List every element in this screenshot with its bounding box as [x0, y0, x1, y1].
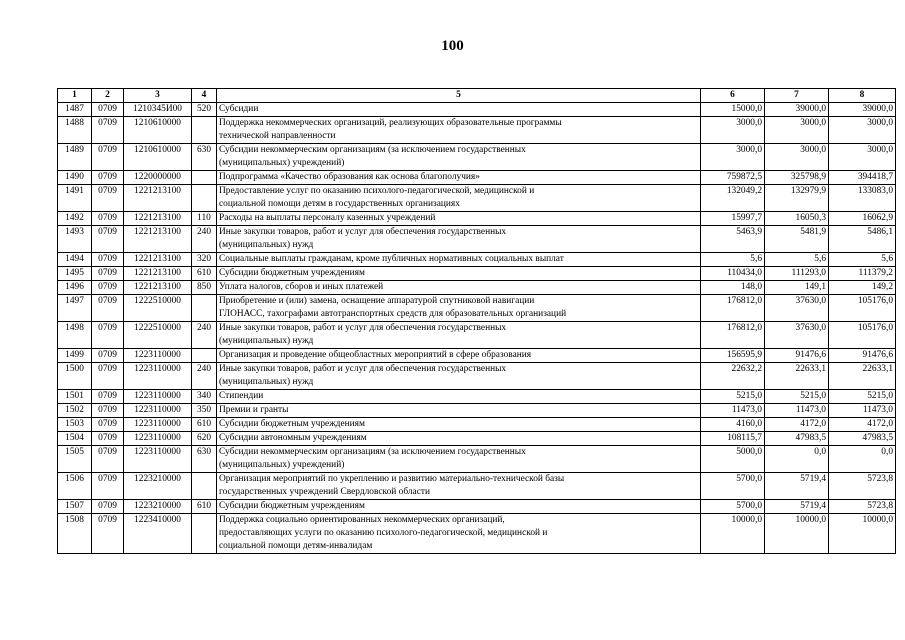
section-code: 0709: [92, 500, 124, 514]
target-article-code: 1223110000: [124, 349, 192, 363]
item-name: [217, 171, 701, 185]
item-name-line: предоставляющих услуги по оказанию психолого-педагогической, медицинской и: [219, 528, 548, 538]
target-article-code: 1223110000: [124, 404, 192, 418]
item-name: [217, 500, 701, 514]
table-row: [58, 212, 896, 226]
target-article-code: 1210345И00: [124, 103, 192, 117]
amount-col-8: 5723,8: [829, 473, 896, 500]
column-header-7: 7: [765, 89, 829, 103]
section-code: 0709: [92, 281, 124, 295]
amount-col-7: 11473,0: [765, 404, 829, 418]
amount-col-7: 132979,9: [765, 185, 829, 212]
row-number: 1504: [58, 432, 92, 446]
expense-type-code: [192, 117, 217, 144]
item-name: [217, 514, 701, 554]
item-name: [217, 144, 701, 171]
expense-type-code: 240: [192, 226, 217, 253]
row-number: 1494: [58, 253, 92, 267]
amount-col-7: 325798,9: [765, 171, 829, 185]
amount-col-6: 3000,0: [701, 144, 765, 171]
expense-type-code: 240: [192, 363, 217, 390]
amount-col-7: 5215,0: [765, 390, 829, 404]
target-article-code: 1223210000: [124, 473, 192, 500]
item-name-line: (муниципальных) нужд: [219, 240, 314, 250]
amount-col-6: 11473,0: [701, 404, 765, 418]
item-name-line: Организация и проведение общеобластных мероприятий в сфере образования: [219, 350, 532, 360]
item-name: [217, 432, 701, 446]
row-number: 1489: [58, 144, 92, 171]
amount-col-8: 16062,9: [829, 212, 896, 226]
item-name-line: Расходы на выплаты персоналу казенных учреждений: [219, 213, 436, 223]
section-code: 0709: [92, 349, 124, 363]
amount-col-6: 176812,0: [701, 295, 765, 322]
row-number: 1492: [58, 212, 92, 226]
expense-type-code: [192, 349, 217, 363]
item-name: [217, 253, 701, 267]
section-code: 0709: [92, 267, 124, 281]
amount-col-7: 22633,1: [765, 363, 829, 390]
amount-col-6: 22632,2: [701, 363, 765, 390]
amount-col-6: 759872,5: [701, 171, 765, 185]
expense-type-code: [192, 171, 217, 185]
column-header-2: 2: [92, 89, 124, 103]
table-row: [58, 432, 896, 446]
target-article-code: 1221213100: [124, 185, 192, 212]
amount-col-7: 5,6: [765, 253, 829, 267]
amount-col-6: 15997,7: [701, 212, 765, 226]
item-name: [217, 295, 701, 322]
amount-col-7: 3000,0: [765, 144, 829, 171]
item-name: [217, 117, 701, 144]
row-number: 1499: [58, 349, 92, 363]
expense-type-code: 610: [192, 418, 217, 432]
section-code: 0709: [92, 514, 124, 554]
amount-col-8: 149,2: [829, 281, 896, 295]
item-name-line: Субсидии бюджетным учреждениям: [219, 501, 365, 511]
amount-col-6: 110434,0: [701, 267, 765, 281]
table-row: [58, 446, 896, 473]
table-row: [58, 349, 896, 363]
amount-col-8: 39000,0: [829, 103, 896, 117]
item-name-line: Организация мероприятий по укреплению и развитию материально-технической базы: [219, 474, 565, 484]
item-name: [217, 446, 701, 473]
amount-col-6: 15000,0: [701, 103, 765, 117]
table-row: [58, 267, 896, 281]
amount-col-7: 0,0: [765, 446, 829, 473]
item-name-line: Иные закупки товаров, работ и услуг для обеспечения государственных: [219, 323, 507, 333]
amount-col-7: 39000,0: [765, 103, 829, 117]
item-name-line: Субсидии: [219, 104, 259, 114]
section-code: 0709: [92, 185, 124, 212]
item-name: [217, 473, 701, 500]
row-number: 1505: [58, 446, 92, 473]
amount-col-7: 37630,0: [765, 295, 829, 322]
amount-col-7: 149,1: [765, 281, 829, 295]
item-name-line: Стипендии: [219, 391, 264, 401]
amount-col-7: 37630,0: [765, 322, 829, 349]
table-row: [58, 404, 896, 418]
expense-type-code: 340: [192, 390, 217, 404]
target-article-code: 1223110000: [124, 418, 192, 432]
item-name: [217, 390, 701, 404]
row-number: 1491: [58, 185, 92, 212]
expense-type-code: 850: [192, 281, 217, 295]
target-article-code: 1220000000: [124, 171, 192, 185]
row-number: 1497: [58, 295, 92, 322]
row-number: 1502: [58, 404, 92, 418]
table-row: [58, 500, 896, 514]
row-number: 1495: [58, 267, 92, 281]
row-number: 1493: [58, 226, 92, 253]
item-name-line: Субсидии бюджетным учреждениям: [219, 268, 365, 278]
amount-col-6: 5215,0: [701, 390, 765, 404]
item-name-line: Премии и гранты: [219, 405, 289, 415]
item-name: [217, 103, 701, 117]
row-number: 1503: [58, 418, 92, 432]
column-header-8: 8: [829, 89, 896, 103]
section-code: 0709: [92, 253, 124, 267]
row-number: 1500: [58, 363, 92, 390]
table-row: [58, 473, 896, 500]
amount-col-7: 111293,0: [765, 267, 829, 281]
target-article-code: 1223110000: [124, 432, 192, 446]
item-name-line: Субсидии некоммерческим организациям (за исключением государственных: [219, 145, 526, 155]
amount-col-7: 5719,4: [765, 500, 829, 514]
row-number: 1501: [58, 390, 92, 404]
expense-type-code: 630: [192, 144, 217, 171]
expense-type-code: 520: [192, 103, 217, 117]
section-code: 0709: [92, 363, 124, 390]
expense-type-code: [192, 514, 217, 554]
expense-type-code: 320: [192, 253, 217, 267]
item-name-line: Поддержка социально ориентированных некоммерческих организаций,: [219, 515, 505, 525]
target-article-code: 1221213100: [124, 226, 192, 253]
expense-type-code: 630: [192, 446, 217, 473]
expense-type-code: 620: [192, 432, 217, 446]
item-name-line: (муниципальных) учреждений): [219, 460, 345, 470]
amount-col-6: 156595,9: [701, 349, 765, 363]
expense-type-code: [192, 185, 217, 212]
table-row: [58, 390, 896, 404]
amount-col-8: 5,6: [829, 253, 896, 267]
item-name-line: Уплата налогов, сборов и иных платежей: [219, 282, 384, 292]
section-code: 0709: [92, 473, 124, 500]
item-name: [217, 267, 701, 281]
target-article-code: 1210610000: [124, 144, 192, 171]
amount-col-6: 5000,0: [701, 446, 765, 473]
column-header-6: 6: [701, 89, 765, 103]
target-article-code: 1210610000: [124, 117, 192, 144]
row-number: 1490: [58, 171, 92, 185]
table-body: [58, 103, 896, 554]
item-name: [217, 349, 701, 363]
page-number: 100: [441, 38, 464, 54]
budget-table: [57, 88, 896, 554]
amount-col-6: 5700,0: [701, 500, 765, 514]
table-row: [58, 363, 896, 390]
item-name-line: Субсидии некоммерческим организациям (за исключением государственных: [219, 447, 526, 457]
expense-type-code: 610: [192, 267, 217, 281]
item-name-line: (муниципальных) нужд: [219, 336, 314, 346]
section-code: 0709: [92, 418, 124, 432]
item-name-line: (муниципальных) нужд: [219, 377, 314, 387]
amount-col-6: 10000,0: [701, 514, 765, 554]
target-article-code: 1223110000: [124, 390, 192, 404]
amount-col-6: 108115,7: [701, 432, 765, 446]
amount-col-8: 111379,2: [829, 267, 896, 281]
section-code: 0709: [92, 404, 124, 418]
amount-col-7: 10000,0: [765, 514, 829, 554]
amount-col-8: 394418,7: [829, 171, 896, 185]
item-name-line: социальной помощи детям в государственных организациях: [219, 199, 460, 209]
target-article-code: 1221213100: [124, 253, 192, 267]
item-name-line: государственных учреждений Свердловской области: [219, 487, 430, 497]
amount-col-8: 105176,0: [829, 322, 896, 349]
column-header-3: 3: [124, 89, 192, 103]
section-code: 0709: [92, 171, 124, 185]
amount-col-8: 4172,0: [829, 418, 896, 432]
section-code: 0709: [92, 295, 124, 322]
amount-col-6: 4160,0: [701, 418, 765, 432]
amount-col-6: 5700,0: [701, 473, 765, 500]
table-row: [58, 295, 896, 322]
table-row: [58, 418, 896, 432]
amount-col-8: 5723,8: [829, 500, 896, 514]
table-row: [58, 322, 896, 349]
column-header-1: 1: [58, 89, 92, 103]
table-row: [58, 185, 896, 212]
target-article-code: 1223110000: [124, 446, 192, 473]
item-name-line: Субсидии автономным учреждениям: [219, 433, 367, 443]
item-name: [217, 185, 701, 212]
table-row: [58, 281, 896, 295]
row-number: 1507: [58, 500, 92, 514]
section-code: 0709: [92, 212, 124, 226]
item-name: [217, 418, 701, 432]
amount-col-8: 47983,5: [829, 432, 896, 446]
item-name-line: Субсидии бюджетным учреждениям: [219, 419, 365, 429]
amount-col-6: 148,0: [701, 281, 765, 295]
target-article-code: 1222510000: [124, 322, 192, 349]
target-article-code: 1222510000: [124, 295, 192, 322]
table-row: [58, 103, 896, 117]
item-name-line: Предоставление услуг по оказанию психолого-педагогической, медицинской и: [219, 186, 535, 196]
amount-col-6: 176812,0: [701, 322, 765, 349]
table-row: [58, 171, 896, 185]
table-row: [58, 144, 896, 171]
item-name-line: Иные закупки товаров, работ и услуг для обеспечения государственных: [219, 227, 507, 237]
item-name-line: Социальные выплаты гражданам, кроме публичных нормативных социальных выплат: [219, 254, 564, 264]
column-header-5: 5: [217, 89, 701, 103]
section-code: 0709: [92, 390, 124, 404]
section-code: 0709: [92, 432, 124, 446]
expense-type-code: 110: [192, 212, 217, 226]
target-article-code: 1223210000: [124, 500, 192, 514]
item-name-line: технической направленности: [219, 131, 336, 141]
target-article-code: 1223110000: [124, 363, 192, 390]
item-name: [217, 212, 701, 226]
amount-col-8: 5486,1: [829, 226, 896, 253]
amount-col-8: 11473,0: [829, 404, 896, 418]
item-name-line: социальной помощи детям-инвалидам: [219, 541, 373, 551]
table-row: [58, 226, 896, 253]
expense-type-code: 350: [192, 404, 217, 418]
header-row: [58, 89, 896, 103]
item-name: [217, 404, 701, 418]
target-article-code: 1221213100: [124, 212, 192, 226]
expense-type-code: [192, 473, 217, 500]
amount-col-7: 91476,6: [765, 349, 829, 363]
item-name: [217, 281, 701, 295]
item-name: [217, 363, 701, 390]
section-code: 0709: [92, 226, 124, 253]
amount-col-6: 132049,2: [701, 185, 765, 212]
amount-col-8: 105176,0: [829, 295, 896, 322]
row-number: 1506: [58, 473, 92, 500]
section-code: 0709: [92, 144, 124, 171]
expense-type-code: 240: [192, 322, 217, 349]
amount-col-6: 3000,0: [701, 117, 765, 144]
column-header-4: 4: [192, 89, 217, 103]
section-code: 0709: [92, 117, 124, 144]
amount-col-8: 91476,6: [829, 349, 896, 363]
table-row: [58, 117, 896, 144]
amount-col-8: 10000,0: [829, 514, 896, 554]
item-name-line: Иные закупки товаров, работ и услуг для обеспечения государственных: [219, 364, 507, 374]
amount-col-6: 5463,9: [701, 226, 765, 253]
amount-col-8: 22633,1: [829, 363, 896, 390]
item-name-line: Поддержка некоммерческих организаций, реализующих образовательные программы: [219, 118, 562, 128]
target-article-code: 1221213100: [124, 267, 192, 281]
amount-col-8: 133083,0: [829, 185, 896, 212]
amount-col-7: 5719,4: [765, 473, 829, 500]
target-article-code: 1223410000: [124, 514, 192, 554]
row-number: 1487: [58, 103, 92, 117]
item-name-line: Подпрограмма «Качество образования как основа благополучия»: [219, 172, 480, 182]
amount-col-8: 3000,0: [829, 117, 896, 144]
section-code: 0709: [92, 103, 124, 117]
expense-type-code: 610: [192, 500, 217, 514]
row-number: 1508: [58, 514, 92, 554]
section-code: 0709: [92, 322, 124, 349]
amount-col-7: 3000,0: [765, 117, 829, 144]
amount-col-7: 5481,9: [765, 226, 829, 253]
item-name-line: (муниципальных) учреждений): [219, 158, 345, 168]
section-code: 0709: [92, 446, 124, 473]
row-number: 1498: [58, 322, 92, 349]
amount-col-7: 4172,0: [765, 418, 829, 432]
item-name: [217, 322, 701, 349]
amount-col-7: 16050,3: [765, 212, 829, 226]
target-article-code: 1221213100: [124, 281, 192, 295]
item-name: [217, 226, 701, 253]
row-number: 1488: [58, 117, 92, 144]
row-number: 1496: [58, 281, 92, 295]
table-row: [58, 253, 896, 267]
amount-col-6: 5,6: [701, 253, 765, 267]
amount-col-8: 3000,0: [829, 144, 896, 171]
expense-type-code: [192, 295, 217, 322]
amount-col-8: 5215,0: [829, 390, 896, 404]
table-row: [58, 514, 896, 554]
amount-col-7: 47983,5: [765, 432, 829, 446]
item-name-line: Приобретение и (или) замена, оснащение аппаратурой спутниковой навигации: [219, 296, 535, 306]
amount-col-8: 0,0: [829, 446, 896, 473]
item-name-line: ГЛОНАСС, тахографами автотранспортных средств для образовательных организаций: [219, 309, 567, 319]
